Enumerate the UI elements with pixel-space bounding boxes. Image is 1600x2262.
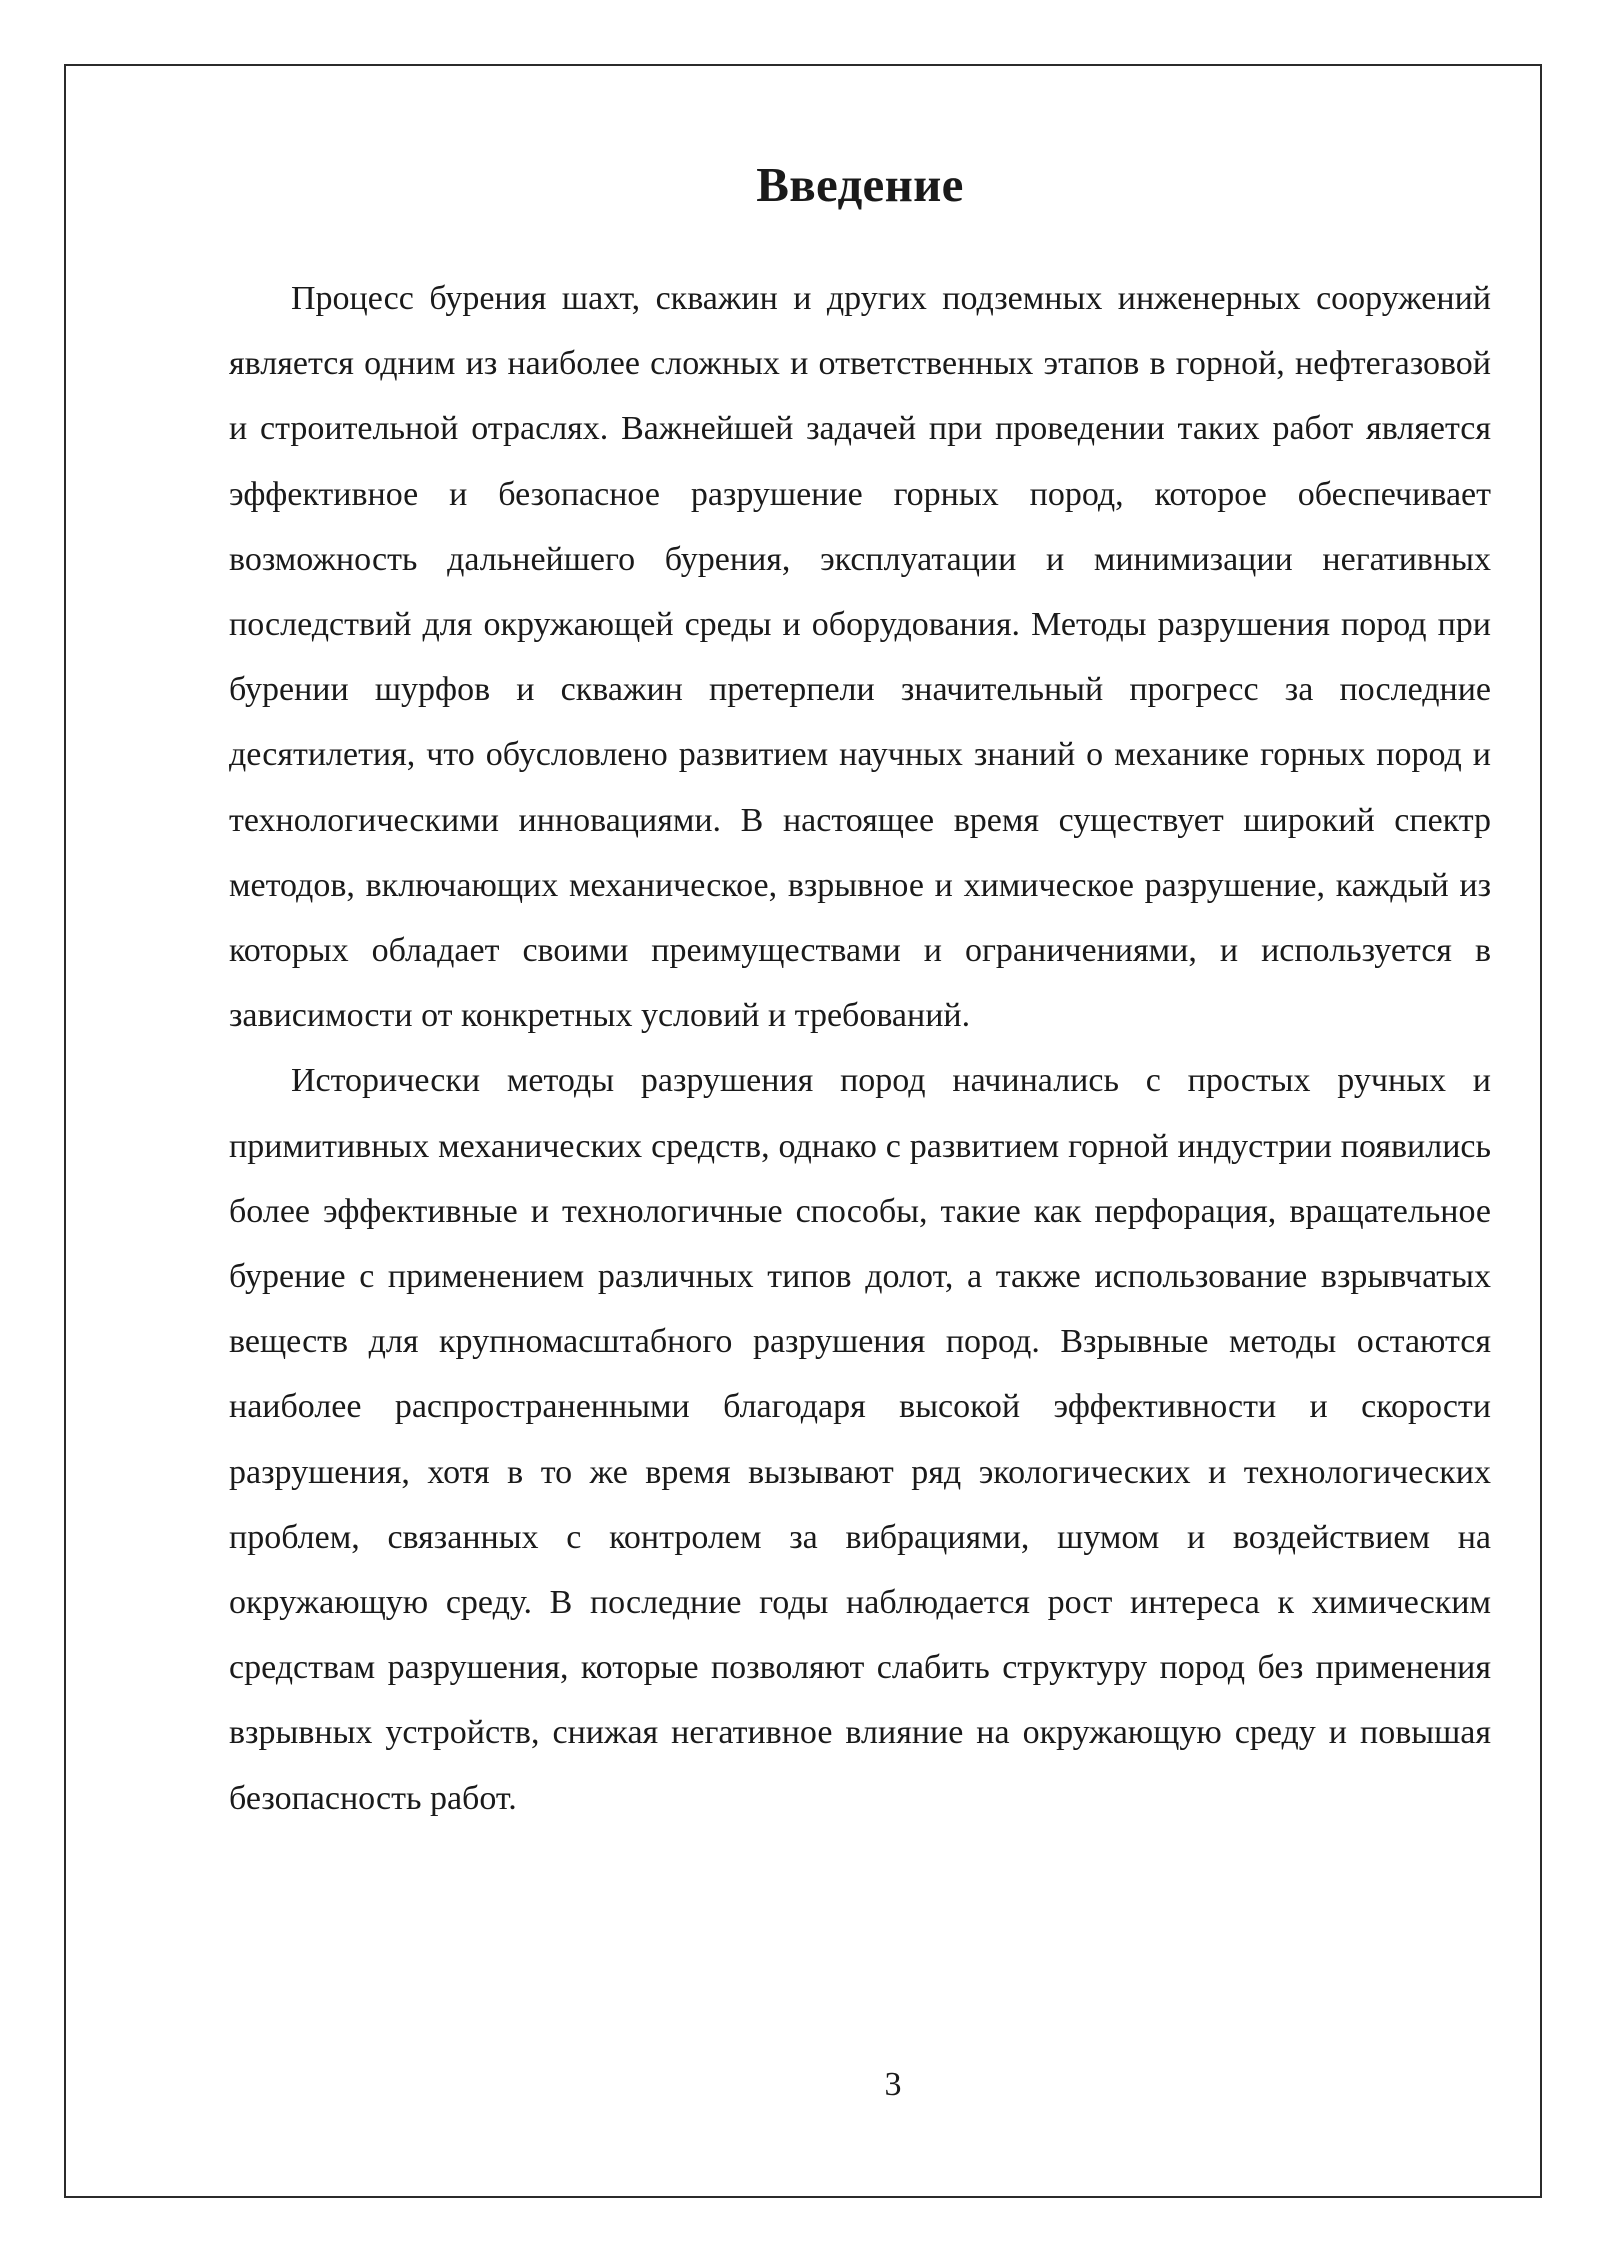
page-number: 3: [884, 2066, 902, 2103]
paragraph-1: Процесс бурения шахт, скважин и других подземных инженерных сооружений является одним из наиболее сложных и ответственных этапов в горной, нефтегазовой и строительной отраслях. Важнейшей задачей при проведении таких работ является эффективное и безопасное разрушение горных пород, которое обеспечивает возможность дальнейшего бурения, эксплуатации и минимизации негативных последствий для окружающей среды и оборудования. Методы разрушения пород при бурении шурфов и скважин претерпели значительный прогресс за последние десятилетия, что обусловлено развитием научных знаний о механике горных пород и технологическими инновациями. В настоящее время существует широкий спектр методов, включающих механическое, взрывное и химическое разрушение, каждый из которых обладает своими преимуществами и ограничениями, и используется в зависимости от конкретных условий и требований.: [229, 280, 1491, 1035]
page-content: [229, 150, 1491, 1831]
paragraph-2: Исторически методы разрушения пород начинались с простых ручных и примитивных механических средств, однако с развитием горной индустрии появились более эффективные и технологичные способы, такие как перфорация, вращательное бурение с применением различных типов долот, а также использование взрывчатых веществ для крупномасштабного разрушения пород. Взрывные методы остаются наиболее распространенными благодаря высокой эффективности и скорости разрушения, хотя в то же время вызывают ряд экологических и технологических проблем, связанных с контролем за вибрациями, шумом и воздействием на окружающую среду. В последние годы наблюдается рост интереса к химическим средствам разрушения, которые позволяют слабить структуру пород без применения взрывных устройств, снижая негативное влияние на окружающую среду и повышая безопасность работ.: [229, 1062, 1491, 1817]
page-title: Введение: [756, 157, 964, 212]
